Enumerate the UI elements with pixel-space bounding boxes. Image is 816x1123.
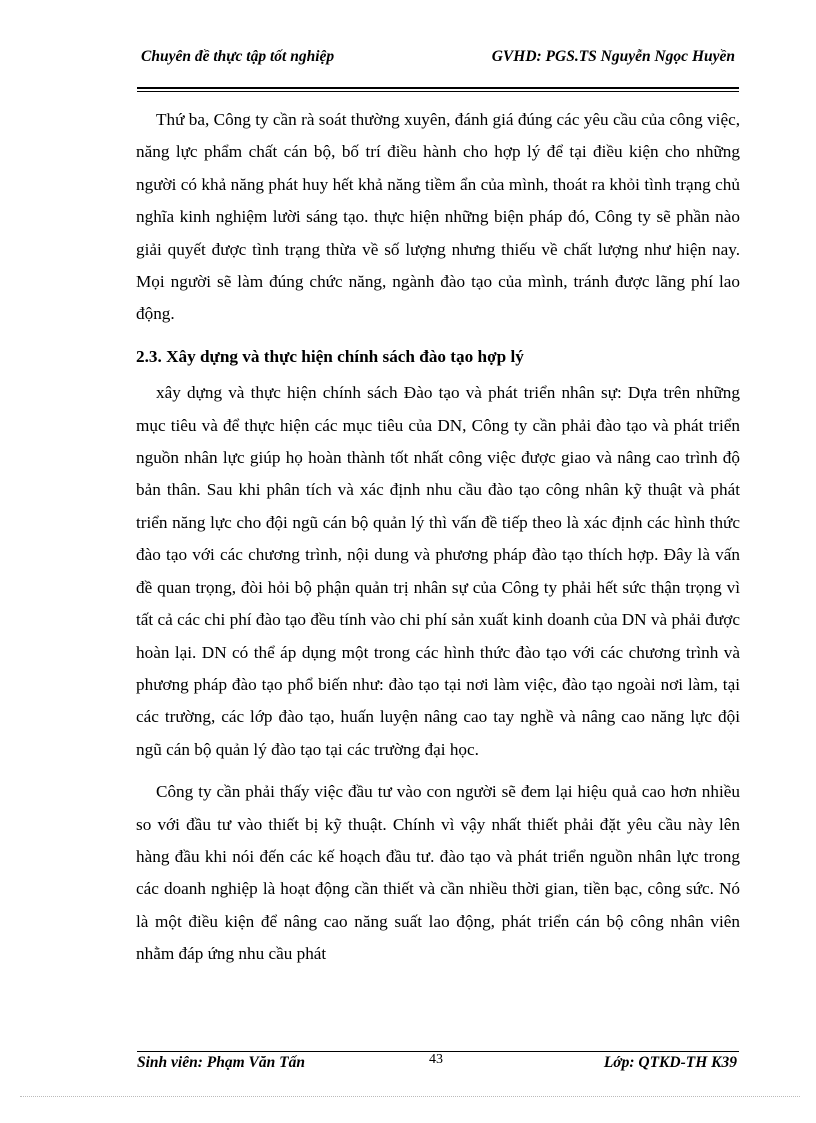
paragraph-3: Công ty cần phải thấy việc đầu tư vào con người sẽ đem lại hiệu quả cao hơn nhiều so với đầu tư vào thiết bị kỹ thuật. Chính vì vậy nhất thiết phải đặt yêu cầu này lên hàng đầu khi nói đến các kế hoạch đầu tư. đào tạo và phát triển nguồn nhân lực trong các doanh nghiệp là hoạt động cần thiết và cần nhiều thời gian, tiền bạc, công sức. Nó là một điều kiện để nâng cao năng suất lao động, phát triển cán bộ công nhân viên nhằm đáp ứng nhu cầu phát [136,782,740,964]
page-footer [137,1054,739,1078]
footer-class: Lớp: QTKD-TH K39 [603,1054,737,1071]
section-heading: 2.3. Xây dựng và thực hiện chính sách đào tạo hợp lý [136,346,524,366]
page-header [137,46,739,72]
paragraph-1: Thứ ba, Công ty cần rà soát thường xuyên, đánh giá đúng các yêu cầu của công việc, năng lực phẩm chất cán bộ, bố trí điều hành cho hợp lý để tại điều kiện cho những người có khả năng phát huy hết khả năng tiềm ẩn của mình, thoát ra khỏi tình trạng chủ nghĩa kinh nghiệm lười sáng tạo. thực hiện những biện pháp đó, Công ty sẽ phần nào giải quyết được tình trạng thừa về số lượng nhưng thiếu về chất lượng như hiện nay. Mọi người sẽ làm đúng chức năng, ngành đào tạo của mình, tránh được lãng phí lao động. [136,110,740,324]
footer-student: Sinh viên: Phạm Văn Tấn [137,1054,305,1071]
page-bottom-dotted-line [20,1096,800,1097]
header-rule-thick [137,87,739,89]
header-title: Chuyên đề thực tập tốt nghiệp [141,48,335,65]
page-number: 43 [429,1052,443,1067]
document-body [136,104,740,971]
header-advisor: GVHD: PGS.TS Nguyễn Ngọc Huyền [491,48,735,65]
paragraph-2: xây dựng và thực hiện chính sách Đào tạo và phát triển nhân sự: Dựa trên những mục tiêu và để thực hiện các mục tiêu của DN, Công ty cần phải đào tạo và phát triển nguồn nhân lực giúp họ hoàn thành tốt nhất công việc được giao và nâng cao trình độ bản thân. Sau khi phân tích và xác định nhu cầu đào tạo công nhân kỹ thuật và phát triển năng lực cho đội ngũ cán bộ quản lý thì vấn đề tiếp theo là xác định các hình thức đào tạo với các chương trình, nội dung và phương pháp đào tạo thích hợp. Đây là vấn đề quan trọng, đòi hỏi bộ phận quản trị nhân sự của Công ty phải hết sức thận trọng vì tất cả các chi phí đào tạo đều tính vào chi phí sản xuất kinh doanh của DN và phải được hoàn lại. DN có thể áp dụng một trong các hình thức đào tạo với các chương trình và phương pháp đào tạo phổ biến như: đào tạo tại nơi làm việc, đào tạo ngoài nơi làm, tại các trường, các lớp đào tạo, huấn luyện nâng cao tay nghề và nâng cao năng lực đội ngũ cán bộ quản lý đào tạo tại các trường đại học. [136,383,740,759]
header-rule-thin [137,91,739,92]
